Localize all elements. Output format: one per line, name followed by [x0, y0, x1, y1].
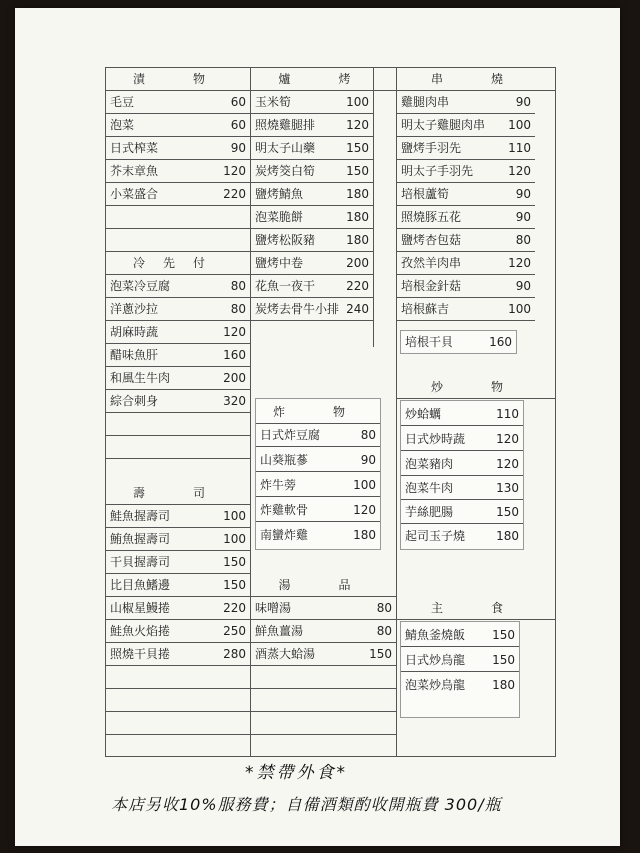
- section-title-pickles: 漬 物: [106, 68, 250, 91]
- empty-row: [251, 689, 396, 712]
- menu-item: 起司玉子燒 180: [405, 529, 519, 543]
- menu-item: 培根干貝 160: [405, 335, 512, 349]
- section-title-grill: 爐 烤: [251, 68, 396, 91]
- menu-item: 照燒干貝捲 280: [106, 643, 250, 666]
- section-title-staple: 主 食: [397, 597, 555, 620]
- menu-item: 日式炒烏龍 150: [401, 649, 519, 672]
- menu-item: 鹽烤手羽先 110: [397, 137, 535, 160]
- menu-item: 明太子手羽先 120: [397, 160, 535, 183]
- menu-item: 泡菜脆餅 180: [251, 206, 373, 229]
- menu-item: 培根蘇吉 100: [397, 298, 535, 321]
- menu-item: 鹽烤杏包菇 80: [397, 229, 535, 252]
- menu-item: 比目魚鰭邊 150: [106, 574, 250, 597]
- menu-item: 南蠻炸雞 180: [260, 528, 376, 542]
- menu-item: 鮭魚握壽司 100: [106, 505, 250, 528]
- menu-item: 鮪魚握壽司 100: [106, 528, 250, 551]
- section-title-fried: 炸 物: [256, 401, 380, 424]
- section-title-soup: 湯 品: [251, 574, 396, 597]
- menu-item: 泡菜豬肉 120: [401, 453, 523, 476]
- empty-row: [106, 229, 250, 252]
- menu-item: 日式炸豆腐 80: [256, 424, 380, 447]
- table-right-border: [555, 67, 556, 757]
- menu-item: 炭烤筊白筍 150: [251, 160, 373, 183]
- menu-item: 山葵瓶蔘 90: [256, 449, 380, 472]
- menu-item: 芋絲肥腸 150: [401, 501, 523, 524]
- menu-sheet: [15, 8, 620, 846]
- menu-item: 花魚一夜干 220: [251, 275, 373, 298]
- menu-item: 鹽烤鯖魚 180: [251, 183, 373, 206]
- menu-item: 綜合刺身 320: [106, 390, 250, 413]
- menu-item: 胡麻時蔬 120: [106, 321, 250, 344]
- empty-row: [106, 712, 250, 735]
- menu-item: 泡菜牛肉 130: [401, 477, 523, 500]
- section-title-sushi: 壽 司: [106, 482, 250, 505]
- menu-item: 培根蘆筍 90: [397, 183, 535, 206]
- menu-item: 山椒星鰻捲 220: [106, 597, 250, 620]
- menu-item: 鹽烤中卷 200: [251, 252, 373, 275]
- menu-item: 炒蛤蠣 110: [401, 403, 523, 426]
- menu-item: 培根金針菇 90: [397, 275, 535, 298]
- section-title-cold: 冷先付: [106, 252, 250, 275]
- menu-item: 明太子山藥 150: [251, 137, 373, 160]
- menu-item: 毛豆 60: [106, 91, 250, 114]
- menu-item: 泡菜冷豆腐 80: [106, 275, 250, 298]
- menu-item: 泡菜炒烏龍 180: [405, 678, 515, 692]
- handwritten-no-outside-food: *禁帶外食*: [245, 763, 348, 783]
- empty-row: [251, 712, 396, 735]
- menu-item: 日式榨菜 90: [106, 137, 250, 160]
- table-bottom-border: [105, 756, 555, 757]
- handwritten-service-charge-note: 本店另收10%服務費；自備酒類酌收開瓶費 300/瓶: [111, 795, 502, 814]
- menu-item: 洋蔥沙拉 80: [106, 298, 250, 321]
- stirfry-patch: [400, 400, 524, 550]
- menu-item: 酒蒸大蛤湯 150: [251, 643, 396, 666]
- menu-item: 玉米筍 100: [251, 91, 373, 114]
- menu-item: 鹽烤松阪豬 180: [251, 229, 373, 252]
- empty-row: [106, 436, 250, 459]
- empty-row: [106, 689, 250, 712]
- menu-item: 干貝握壽司 150: [106, 551, 250, 574]
- menu-item: 小菜盛合 220: [106, 183, 250, 206]
- staple-patch: [400, 621, 520, 718]
- menu-item: 孜然羊肉串 120: [397, 252, 535, 275]
- empty-row: [106, 206, 250, 229]
- menu-item: 醋味魚肝 160: [106, 344, 250, 367]
- menu-item: 鮭魚火焰捲 250: [106, 620, 250, 643]
- section-title-skewers: 串 燒: [397, 68, 555, 91]
- price-divider-2: [373, 67, 374, 347]
- empty-row: [106, 666, 250, 689]
- empty-row: [106, 413, 250, 436]
- menu-item: 明太子雞腿肉串 100: [397, 114, 535, 137]
- fried-patch: [255, 398, 381, 550]
- menu-item: 炸牛蒡 100: [256, 474, 380, 497]
- menu-item: 炸雞軟骨 120: [256, 499, 380, 522]
- empty-row: [251, 666, 396, 689]
- menu-item: 照燒雞腿排 120: [251, 114, 373, 137]
- section-title-stirfry: 炒 物: [397, 376, 555, 399]
- menu-item: 泡菜 60: [106, 114, 250, 137]
- menu-item: 鮮魚薑湯 80: [251, 620, 396, 643]
- menu-item: 日式炒時蔬 120: [401, 428, 523, 451]
- menu-item: 炭烤去骨牛小排 240: [251, 298, 373, 321]
- skewer-patch: [400, 330, 517, 354]
- menu-item: 味噌湯 80: [251, 597, 396, 620]
- menu-item: 和風生牛肉 200: [106, 367, 250, 390]
- menu-item: 雞腿肉串 90: [397, 91, 535, 114]
- menu-item: 鯖魚釜燒飯 150: [401, 624, 519, 647]
- menu-item: 照燒豚五花 90: [397, 206, 535, 229]
- menu-item: 芥末章魚 120: [106, 160, 250, 183]
